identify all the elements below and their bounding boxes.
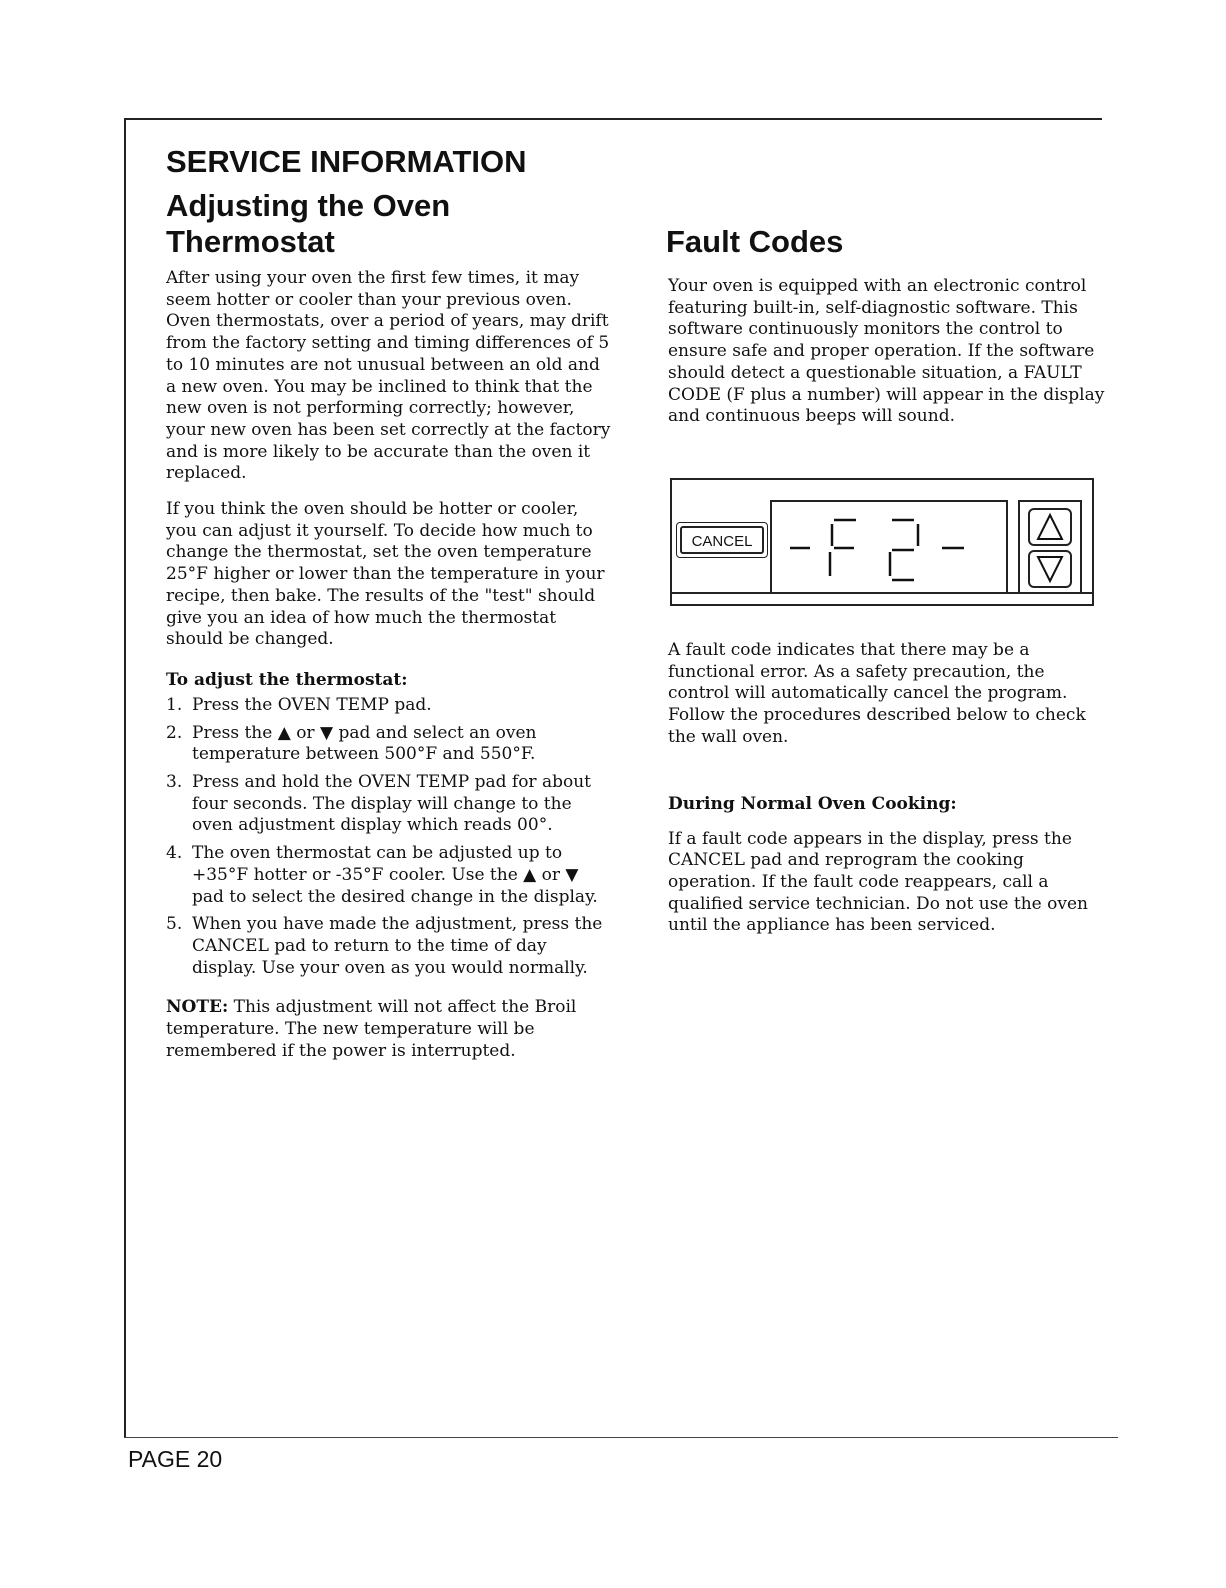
list-item: [166, 843, 612, 908]
top-border-rule: [124, 118, 1102, 120]
step-text: Press the ▲ or ▼ pad and select an oven temperature between 500°F and 550°F.: [192, 722, 537, 765]
left-column: [166, 268, 612, 1063]
control-panel-illustration: [670, 478, 1094, 606]
list-item: [166, 723, 612, 766]
right-column-lower: [668, 640, 1108, 937]
up-arrow-button[interactable]: [1028, 508, 1072, 546]
thermostat-heading: Adjusting the Oven Thermostat: [166, 188, 451, 259]
step-number: 5.: [166, 914, 183, 935]
fault-intro-paragraph: Your oven is equipped with an electronic control featuring built-in, self-diagnostic software. This software continuously monitors the control to ensure safe and proper operation. If the software should detect a questionable situation, a FAULT CODE (F plus a number) will appear in the display and continuous beeps will sound.: [668, 276, 1105, 427]
adjust-subheading: To adjust the thermostat:: [166, 669, 408, 690]
note-label: NOTE:: [166, 997, 229, 1018]
step-text: Press and hold the OVEN TEMP pad for about four seconds. The display will change to the oven adjustment display which reads 00°.: [192, 772, 591, 836]
bottom-border-rule: [124, 1437, 1118, 1438]
fault-action-paragraph: If a fault code appears in the display, press the CANCEL pad and reprogram the cooking operation. If the fault code reappears, call a qualified service technician. Do not use the oven until the appliance has been serviced.: [668, 828, 1088, 936]
thermostat-test-paragraph: If you think the oven should be hotter or cooler, you can adjust it yourself. To decide how much to change the thermostat, set the oven temperature 25°F higher or lower than the temperature in your recipe, then bake. The results of the "test" should give you an idea of how much the thermostat should be changed.: [166, 499, 605, 650]
seven-segment-readout: [772, 502, 1006, 594]
panel-base-line: [672, 592, 1092, 594]
fault-explanation-paragraph: A fault code indicates that there may be a functional error. As a safety precaution, the control will automatically cancel the program. Follow the procedures described below to check the wall oven.: [668, 640, 1086, 747]
list-item: [166, 772, 612, 837]
down-triangle-icon: [1030, 552, 1070, 586]
normal-cooking-subheading: During Normal Oven Cooking:: [668, 793, 957, 814]
page-number: PAGE 20: [128, 1446, 223, 1472]
adjust-steps-list: [166, 695, 612, 979]
right-column: [668, 276, 1108, 428]
cancel-button[interactable]: CANCEL: [680, 526, 764, 554]
section-title: SERVICE INFORMATION: [166, 144, 527, 179]
up-triangle-icon: [1030, 510, 1070, 544]
fault-codes-heading: Fault Codes: [666, 224, 844, 259]
down-arrow-button[interactable]: [1028, 550, 1072, 588]
note-paragraph: [166, 997, 612, 1062]
step-number: 4.: [166, 843, 183, 864]
note-text: This adjustment will not affect the Broil temperature. The new temperature will be remembered if the power is interrupted.: [166, 997, 577, 1061]
step-number: 1.: [166, 694, 183, 715]
list-item: [166, 695, 612, 717]
step-text: Press the OVEN TEMP pad.: [192, 694, 432, 715]
step-number: 2.: [166, 722, 183, 743]
left-border-rule: [124, 118, 126, 1438]
step-text: When you have made the adjustment, press the CANCEL pad to return to the time of day display. Use your oven as you would normally.: [192, 914, 603, 978]
arrow-pad-group: [1018, 500, 1082, 594]
step-text: The oven thermostat can be adjusted up to +35°F hotter or -35°F cooler. Use the ▲ or ▼ pad to select the desired change in the display.: [192, 843, 598, 907]
step-number: 3.: [166, 772, 183, 793]
fault-code-display: [770, 500, 1008, 594]
list-item: [166, 914, 612, 979]
thermostat-intro-paragraph: After using your oven the first few times, it may seem hotter or cooler than your previous oven. Oven thermostats, over a period of years, may drift from the factory setting and timing differences of 5 to 10 minutes are not unusual between an old and a new oven. You may be inclined to think that the new oven is not performing correctly; however, your new oven has been set correctly at the factory and is more likely to be accurate than the oven it replaced.: [166, 268, 611, 484]
